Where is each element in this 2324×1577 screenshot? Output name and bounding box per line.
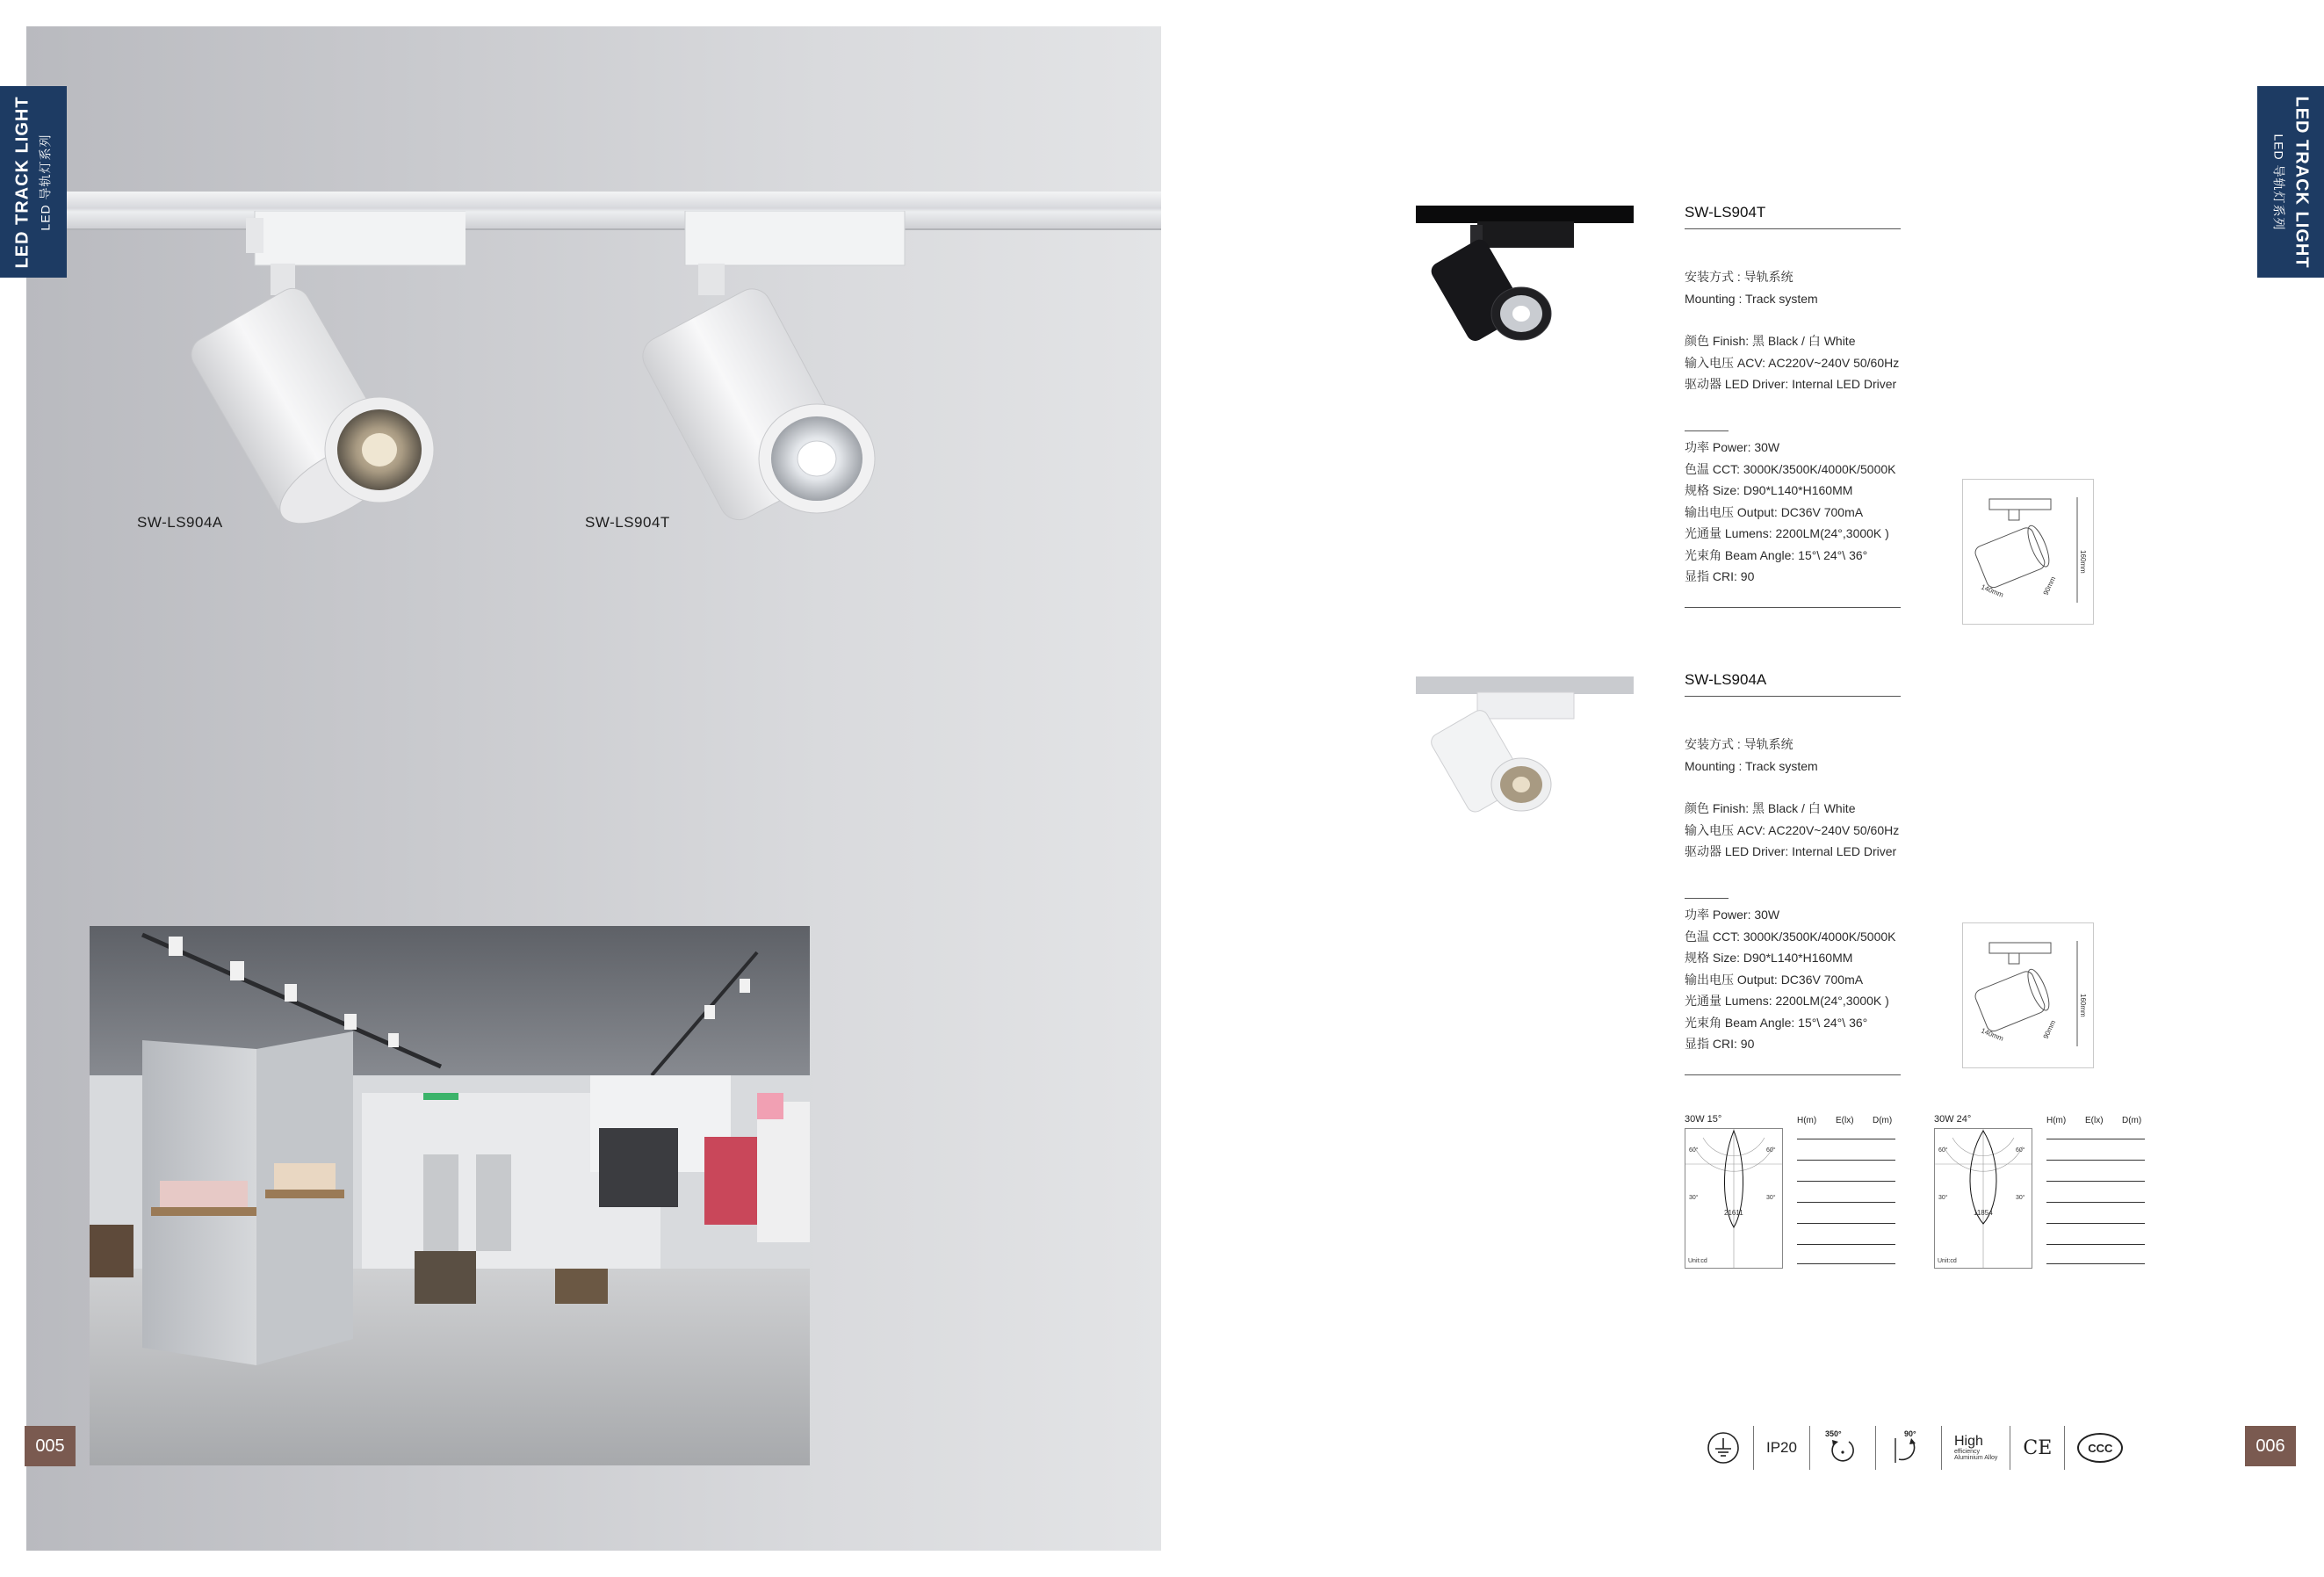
spec-line: 安装方式 : 导轨系统 [1685,270,1794,284]
left-page [26,26,1161,1551]
angle-label: 30° [2016,1195,2025,1201]
angle-label: 60° [1938,1147,1948,1154]
photometric-chart-24 [1934,1114,2154,1263]
spec-line: 色温 CCT: 3000K/3500K/4000K/5000K [1685,929,1896,944]
table-row [1797,1202,1895,1203]
spec-line: 功率 Power: 30W [1685,908,1780,922]
ce-mark-text: CE [2023,1436,2053,1459]
spec-block-ls904t [1685,204,1901,608]
track-light-reflector-image [176,211,466,536]
angle-label: 60° [1689,1147,1699,1154]
page-number-right: 006 [2245,1426,2296,1466]
col-header-height: H(m) [1797,1116,1817,1125]
ip-rating-icon [1754,1426,1810,1470]
photometric-chart-15 [1685,1114,1904,1263]
col-header-lux: E(lx) [2085,1116,2104,1125]
col-header-lux: E(lx) [1836,1116,1854,1125]
efficiency-title: High [1953,1434,1983,1449]
product-label-ls904t: SW-LS904T [585,514,670,531]
rotate-vertical-icon [1876,1426,1942,1470]
dim-diameter-label: 90mm [2041,1018,2058,1040]
table-row [1797,1181,1895,1182]
dim-height-label: 160mm [2079,994,2087,1017]
tab-title: LED TRACK LIGHT [2292,95,2312,269]
table-row [2046,1160,2145,1161]
spec-line: Mounting : Track system [1685,758,1818,773]
angle-label: 60° [1766,1147,1776,1154]
unit-note: Unit:cd [1938,1258,1957,1264]
high-efficiency-icon [1942,1426,2010,1470]
rotation-horizontal-text: 350° [1824,1429,1842,1438]
col-header-diameter: D(m) [1873,1116,1893,1125]
table-row [1797,1160,1895,1161]
dimension-drawing-ls904a [1962,922,2094,1068]
table-row [2046,1263,2145,1264]
section-tab-right [2257,86,2324,278]
spec-line: 规格 Size: D90*L140*H160MM [1685,951,1853,965]
unit-note: Unit:cd [1688,1258,1707,1264]
angle-label: 30° [1689,1195,1699,1201]
photometric-title: 30W 24° [1934,1114,1972,1125]
feature-icon-bar [1693,1426,2135,1470]
spec-line: 显指 CRI: 90 [1685,1037,1755,1051]
store-interior-photo [90,926,810,1465]
divider [1685,430,1729,432]
tab-title: LED TRACK LIGHT [12,95,32,269]
table-row [1797,1263,1895,1264]
ip-rating-text: IP20 [1766,1439,1797,1456]
angle-label: 30° [1938,1195,1948,1201]
divider [1685,898,1729,900]
product-label-ls904a: SW-LS904A [137,514,223,531]
table-row [1797,1223,1895,1224]
spec-line: 颜色 Finish: 黑 Black / 白 White [1685,334,1856,348]
spec-line: 输出电压 Output: DC36V 700mA [1685,504,1864,519]
spec-line: 光束角 Beam Angle: 15°\ 24°\ 36° [1685,547,1868,562]
product-thumb-ls904a [1416,675,1634,824]
spec-line: 颜色 Finish: 黑 Black / 白 White [1685,801,1856,815]
ce-mark-icon [2010,1426,2065,1470]
center-intensity: 11854 [1974,1209,1993,1217]
divider [1685,1074,1901,1076]
angle-label: 30° [1766,1195,1776,1201]
divider [1685,607,1901,609]
spec-line: 输出电压 Output: DC36V 700mA [1685,972,1864,987]
spec-line: 规格 Size: D90*L140*H160MM [1685,483,1853,497]
tab-subtitle: LED 导轨灯系列 [2271,133,2286,231]
spec-line: 功率 Power: 30W [1685,440,1780,454]
polar-diagram [1934,1128,2032,1269]
dim-length-label: 140mm [1980,1026,2005,1043]
table-row [2046,1244,2145,1245]
product-model: SW-LS904A [1685,671,1901,697]
ccc-mark-text: CCC [2088,1441,2113,1455]
table-row [1797,1244,1895,1245]
spec-line: 输入电压 ACV: AC220V~240V 50/60Hz [1685,355,1900,370]
spec-line: Mounting : Track system [1685,291,1818,306]
center-intensity: 21611 [1724,1209,1743,1217]
ccc-mark-icon [2065,1426,2135,1470]
spec-line: 驱动器 LED Driver: Internal LED Driver [1685,844,1897,858]
tab-subtitle: LED 导轨灯系列 [38,133,53,231]
photometric-title: 30W 15° [1685,1114,1722,1125]
track-light-lens-image [615,211,913,536]
table-row [2046,1202,2145,1203]
col-header-height: H(m) [2046,1116,2067,1125]
spec-line: 显指 CRI: 90 [1685,569,1755,583]
table-row [2046,1181,2145,1182]
spec-line: 色温 CCT: 3000K/3500K/4000K/5000K [1685,461,1896,476]
dim-diameter-label: 90mm [2041,575,2058,597]
spec-line: 光束角 Beam Angle: 15°\ 24°\ 36° [1685,1015,1868,1030]
spec-line: 输入电压 ACV: AC220V~240V 50/60Hz [1685,822,1900,837]
rotate-horizontal-icon [1810,1426,1876,1470]
page-number-left: 005 [25,1426,76,1466]
spec-line: 安装方式 : 导轨系统 [1685,737,1794,751]
spec-line: 驱动器 LED Driver: Internal LED Driver [1685,377,1897,391]
section-tab-left [0,86,67,278]
dimension-drawing-ls904t [1962,479,2094,625]
table-row [2046,1223,2145,1224]
spec-line: 光通量 Lumens: 2200LM(24°,3000K ) [1685,526,1889,540]
rotation-vertical-text: 90° [1903,1429,1916,1438]
dim-height-label: 160mm [2079,550,2087,574]
col-header-diameter: D(m) [2122,1116,2142,1125]
ground-icon [1693,1426,1754,1470]
product-thumb-ls904t [1416,204,1634,353]
efficiency-material: Aluminium Alloy [1953,1455,1998,1461]
product-model: SW-LS904T [1685,204,1901,229]
polar-diagram [1685,1128,1783,1269]
dim-length-label: 140mm [1980,582,2005,599]
angle-label: 60° [2016,1147,2025,1154]
spec-block-ls904a [1685,671,1901,1075]
efficiency-subtitle: efficiency [1953,1449,1981,1455]
spec-line: 光通量 Lumens: 2200LM(24°,3000K ) [1685,994,1889,1008]
